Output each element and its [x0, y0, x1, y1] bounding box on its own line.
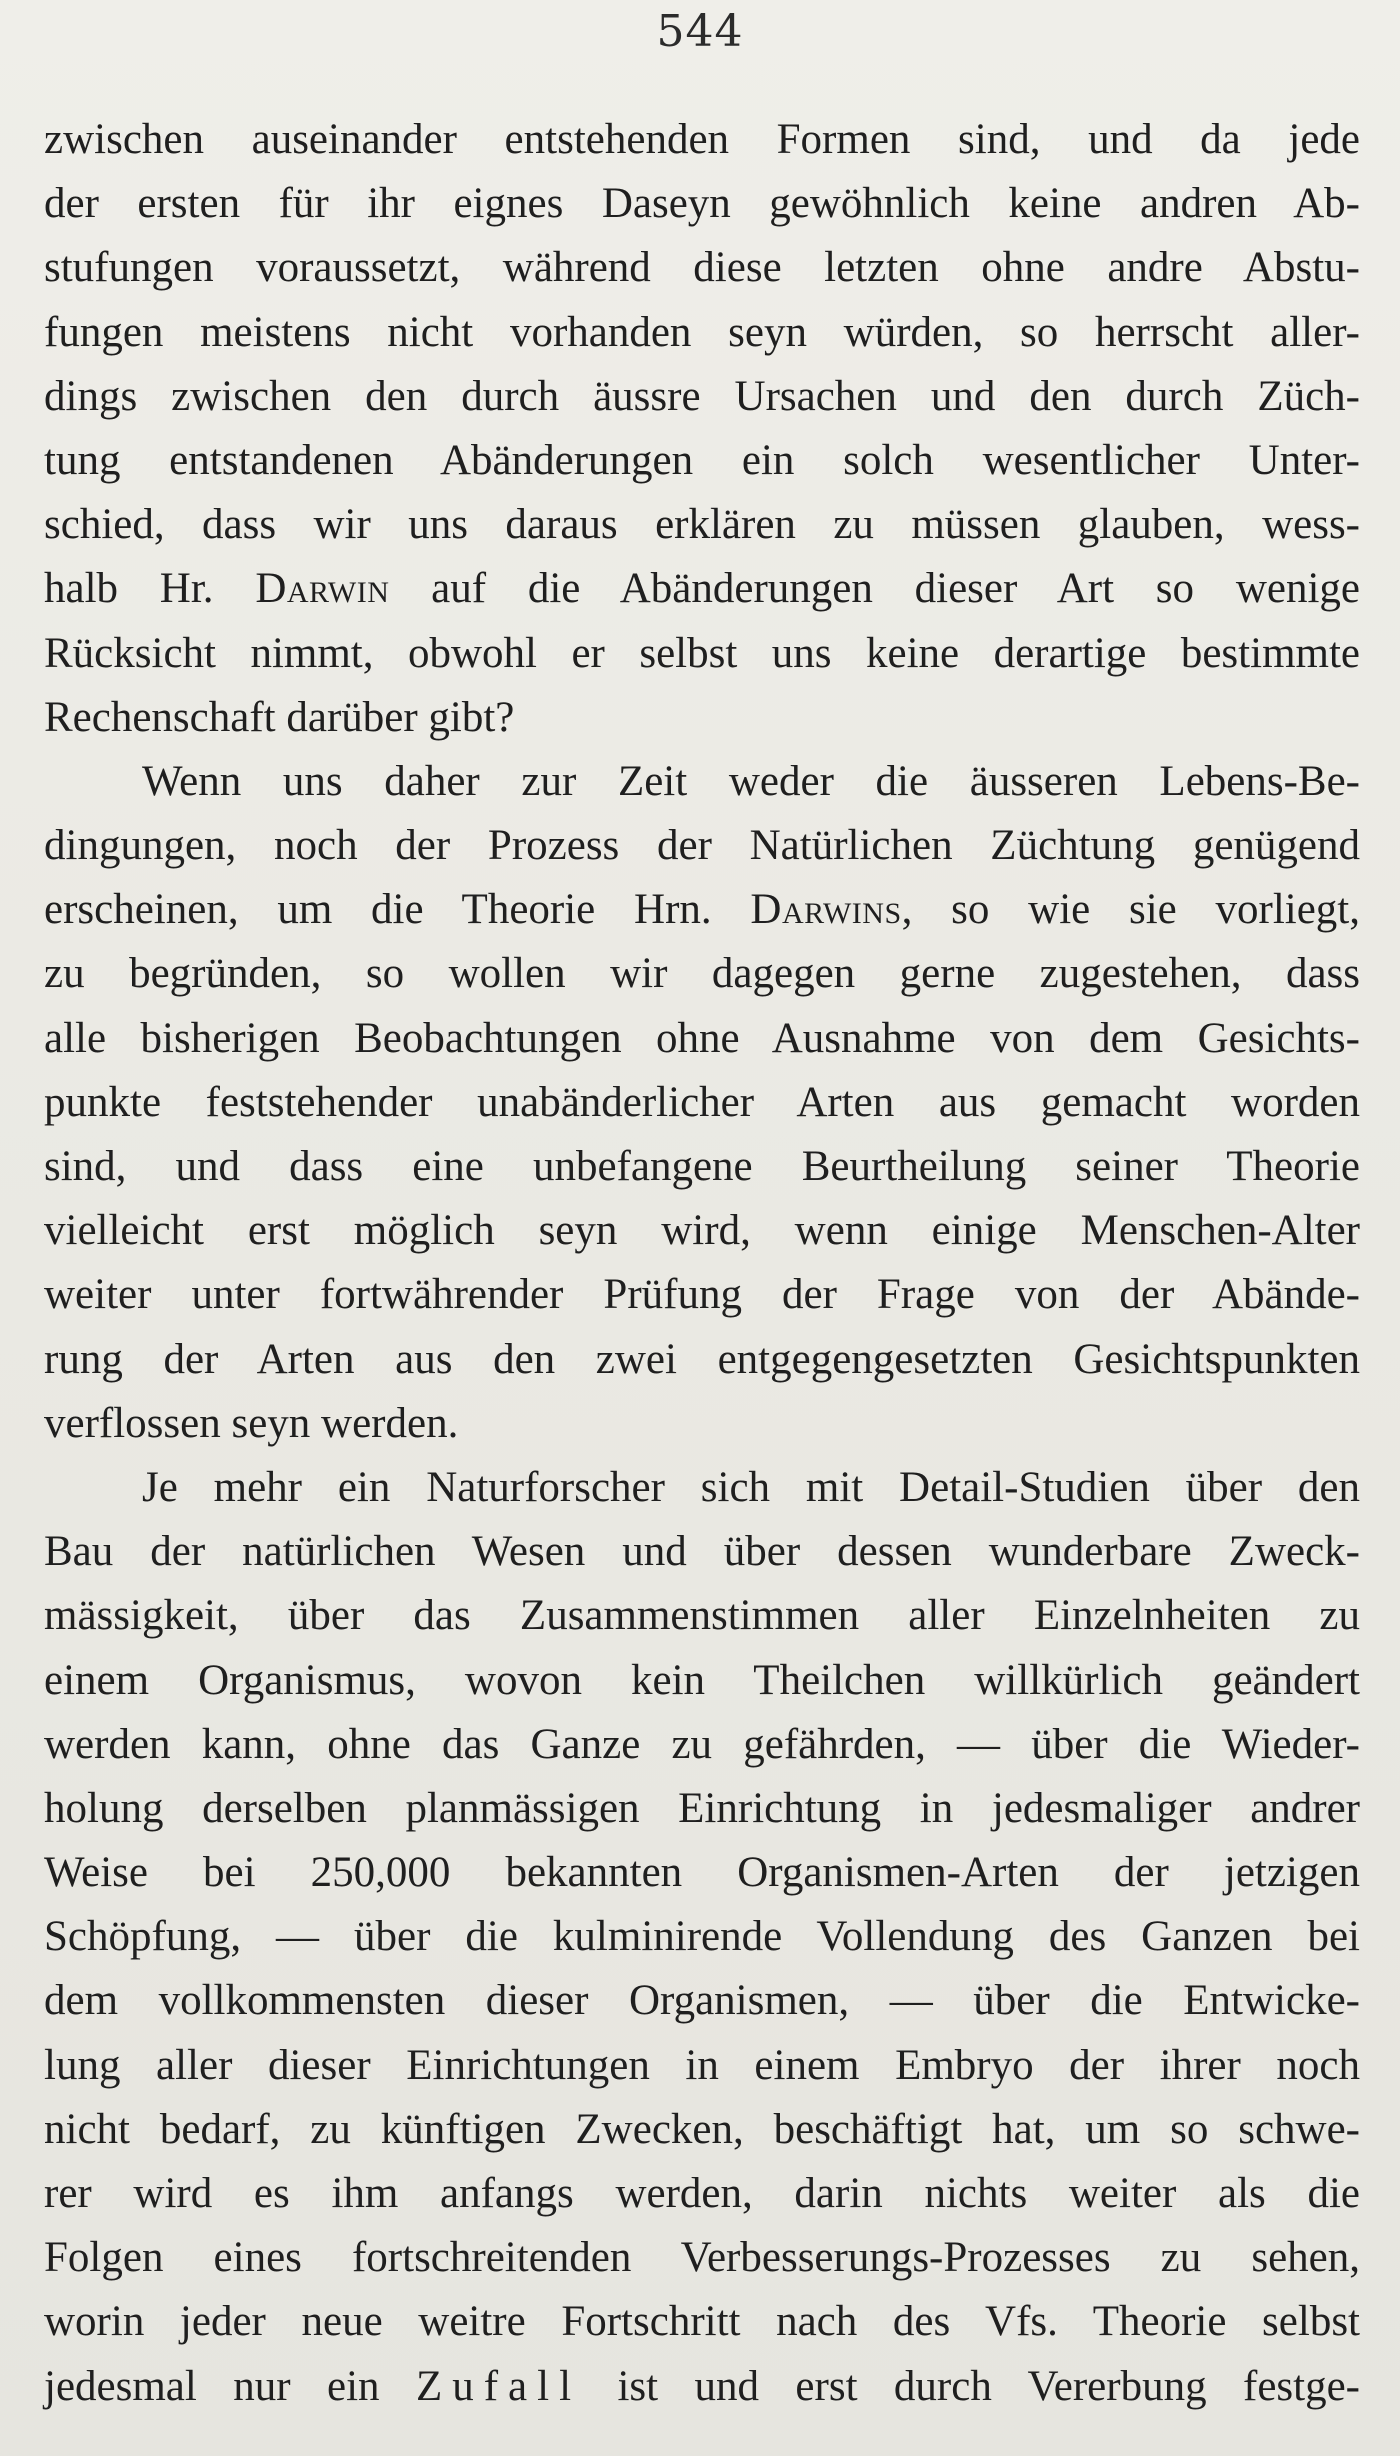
- text-line: Bau der natürlichen Wesen und über dessen wunderbare Zweck-: [44, 1528, 1360, 1576]
- text-line: rer wird es ihm anfangs werden, darin nichts weiter als die: [44, 2170, 1360, 2217]
- text-line: Wenn uns daher zur Zeit weder die äusseren Lebens-Be-: [142, 757, 1360, 805]
- emphasized-word: Darwins: [750, 886, 902, 934]
- text-line: rung der Arten aus den zwei entgegengesetzten Gesichtspunkten: [44, 1335, 1360, 1383]
- text-line-zufall: jedesmal nur ein Zufall ist und erst durch Vererbung festge-: [44, 2362, 1360, 2410]
- text-line: worin jeder neue weitre Fortschritt nach des Vfs. Theorie selbst: [44, 2298, 1360, 2346]
- text-line: vielleicht erst möglich seyn wird, wenn einige Menschen-Alter: [44, 1207, 1360, 1255]
- text-line: dings zwischen den durch äussre Ursachen und den durch Züch-: [44, 372, 1360, 420]
- text-line: fungen meistens nicht vorhanden seyn würden, so herrscht aller-: [44, 308, 1360, 356]
- text-line: Folgen eines fortschreitenden Verbesserungs-Prozesses zu sehen,: [44, 2234, 1360, 2282]
- text-line: dem vollkommensten dieser Organismen, — über die Entwicke-: [44, 1977, 1360, 2025]
- text-line: dingungen, noch der Prozess der Natürlichen Züchtung genügend: [44, 822, 1360, 870]
- text-line: zu begründen, so wollen wir dagegen gerne zugestehen, dass: [44, 950, 1360, 998]
- text-line-darwin: halb Hr. Darwin auf die Abänderungen dieser Art so wenige: [44, 565, 1360, 613]
- text-line: Rücksicht nimmt, obwohl er selbst uns keine derartige bestimmte: [44, 629, 1360, 677]
- text-line: werden kann, ohne das Ganze zu gefährden, — über die Wieder-: [44, 1720, 1360, 1768]
- text-line: nicht bedarf, zu künftigen Zwecken, beschäftigt hat, um so schwe-: [44, 2105, 1360, 2153]
- text-line: Weise bei 250,000 bekannten Organismen-Arten der jetzigen: [44, 1849, 1360, 1897]
- text-line: zwischen auseinander entstehenden Formen sind, und da jede: [44, 116, 1360, 163]
- emphasized-word: Darwin: [255, 565, 390, 613]
- text-line: weiter unter fortwährender Prüfung der Frage von der Abände-: [44, 1271, 1360, 1319]
- text-line: punkte feststehender unabänderlicher Arten aus gemacht worden: [44, 1078, 1360, 1126]
- paragraph-3: [44, 1456, 1360, 2419]
- page-number: 544: [656, 6, 744, 57]
- text-line: Je mehr ein Naturforscher sich mit Detail-Studien über den: [142, 1463, 1360, 1511]
- text-line: schied, dass wir uns daraus erklären zu müssen glauben, wess-: [44, 501, 1360, 549]
- text-line: tung entstandenen Abänderungen ein solch wesentlicher Unter-: [44, 436, 1360, 484]
- paragraph-1: [44, 108, 1360, 750]
- text-line: der ersten für ihr eignes Daseyn gewöhnlich keine andren Ab-: [44, 180, 1360, 228]
- paragraph-2: [44, 750, 1360, 1456]
- text-line: Schöpfung, — über die kulminirende Vollendung des Ganzen bei: [44, 1913, 1360, 1961]
- text-line: sind, und dass eine unbefangene Beurtheilung seiner Theorie: [44, 1143, 1360, 1190]
- text-line: alle bisherigen Beobachtungen ohne Ausnahme von dem Gesichts-: [44, 1014, 1360, 1062]
- text-line: stufungen voraussetzt, während diese letzten ohne andre Abstu-: [44, 244, 1360, 292]
- text-line-darwins: erscheinen, um die Theorie Hrn. Darwins, so wie sie vorliegt,: [44, 886, 1360, 934]
- text-line: mässigkeit, über das Zusammenstimmen aller Einzelnheiten zu: [44, 1592, 1360, 1640]
- text-line: einem Organismus, wovon kein Theilchen willkürlich geändert: [44, 1656, 1360, 1704]
- emphasized-word: Zufall: [415, 2362, 582, 2410]
- text-line: Rechenschaft darüber gibt?: [44, 693, 515, 741]
- text-line: lung aller dieser Einrichtungen in einem Embryo der ihrer noch: [44, 2041, 1360, 2089]
- text-line: verflossen seyn werden.: [44, 1399, 459, 1447]
- text-line: holung derselben planmässigen Einrichtung in jedesmaliger andrer: [44, 1784, 1360, 1832]
- body-text: [44, 108, 1360, 2419]
